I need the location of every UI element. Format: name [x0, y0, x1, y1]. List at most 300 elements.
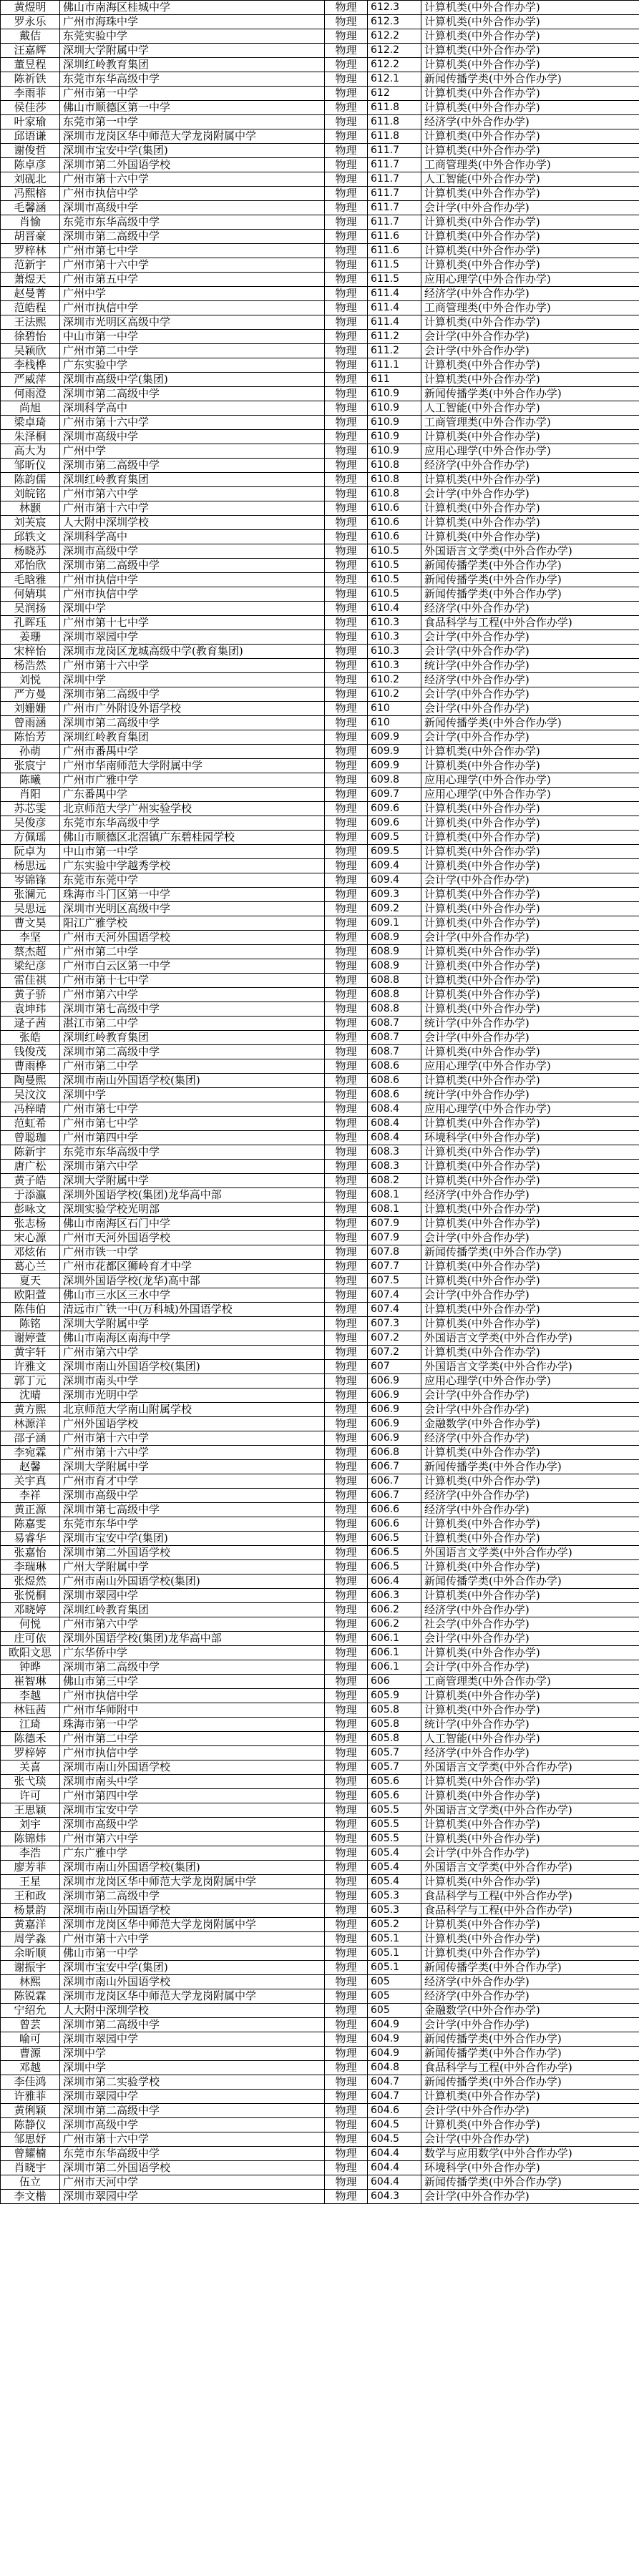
table-row — [1, 1989, 639, 2004]
major-cell: 会计学(中外合作办学) — [421, 344, 639, 358]
school-name-cell: 深圳红岭教育集团 — [60, 730, 325, 745]
score-cell: 611.4 — [368, 301, 421, 315]
table-row — [1, 1818, 639, 1832]
student-name-cell: 李坚 — [1, 931, 60, 945]
major-cell: 计算机类(中外合作办学) — [421, 1775, 639, 1789]
score-cell: 608.1 — [368, 1203, 421, 1217]
major-cell: 会计学(中外合作办学) — [421, 1660, 639, 1675]
table-row — [1, 1102, 639, 1117]
major-cell: 会计学(中外合作办学) — [421, 2190, 639, 2204]
major-cell: 计算机类(中外合作办学) — [421, 129, 639, 144]
major-cell: 计算机类(中外合作办学) — [421, 1932, 639, 1946]
school-name-cell: 深圳市南山外国语学校 — [60, 1904, 325, 1918]
score-cell: 608.3 — [368, 1160, 421, 1174]
subject-cell: 物理 — [325, 430, 368, 444]
table-row — [1, 201, 639, 215]
school-name-cell: 阳江广雅学校 — [60, 916, 325, 931]
school-name-cell: 深圳市第七高级中学 — [60, 1002, 325, 1017]
subject-cell: 物理 — [325, 1946, 368, 1961]
score-cell: 607.7 — [368, 1260, 421, 1274]
student-name-cell: 李雨菲 — [1, 87, 60, 101]
major-cell: 计算机类(中外合作办学) — [421, 1, 639, 15]
subject-cell: 物理 — [325, 1, 368, 15]
score-cell: 611.7 — [368, 215, 421, 230]
subject-cell: 物理 — [325, 1489, 368, 1503]
score-cell: 605.5 — [368, 1832, 421, 1846]
table-row — [1, 1560, 639, 1575]
major-cell: 新闻传播学类(中外合作办学) — [421, 1961, 639, 1975]
score-cell: 612.3 — [368, 1, 421, 15]
major-cell: 计算机类(中外合作办学) — [421, 358, 639, 373]
student-name-cell: 吴思远 — [1, 902, 60, 916]
school-name-cell: 深圳中学 — [60, 2047, 325, 2061]
student-name-cell: 李祥 — [1, 1489, 60, 1503]
student-name-cell: 陈怡芳 — [1, 730, 60, 745]
school-name-cell: 广州市南山外国语学校(集团) — [60, 1575, 325, 1589]
major-cell: 统计学(中外合作办学) — [421, 1017, 639, 1031]
school-name-cell: 深圳科学高中 — [60, 530, 325, 544]
score-cell: 608.8 — [368, 974, 421, 988]
student-name-cell: 王和政 — [1, 1889, 60, 1904]
student-name-cell: 伍立 — [1, 2175, 60, 2190]
school-name-cell: 深圳市翠园中学 — [60, 2190, 325, 2204]
major-cell: 经济学(中外合作办学) — [421, 1603, 639, 1617]
table-row — [1, 745, 639, 759]
table-row — [1, 2190, 639, 2204]
table-row — [1, 15, 639, 29]
table-row — [1, 1389, 639, 1403]
table-row — [1, 358, 639, 373]
student-name-cell: 黄子骄 — [1, 988, 60, 1002]
student-name-cell: 冯熙榕 — [1, 187, 60, 201]
major-cell: 会计学(中外合作办学) — [421, 730, 639, 745]
table-row — [1, 72, 639, 87]
score-cell: 605 — [368, 1989, 421, 2004]
score-cell: 605.9 — [368, 1689, 421, 1703]
major-cell: 会计学(中外合作办学) — [421, 1389, 639, 1403]
subject-cell: 物理 — [325, 1546, 368, 1560]
school-name-cell: 深圳大学附属中学 — [60, 1317, 325, 1331]
student-name-cell: 范皓程 — [1, 301, 60, 315]
school-name-cell: 深圳市南山外国语学校 — [60, 1975, 325, 1989]
table-row — [1, 1718, 639, 1732]
score-cell: 605.4 — [368, 1846, 421, 1861]
score-table-body — [1, 1, 639, 2204]
subject-cell: 物理 — [325, 1059, 368, 1074]
school-name-cell: 广东实验中学 — [60, 358, 325, 373]
table-row — [1, 1803, 639, 1818]
score-cell: 610.3 — [368, 659, 421, 673]
school-name-cell: 广州外国语学校 — [60, 1417, 325, 1431]
score-cell: 605 — [368, 2004, 421, 2018]
table-row — [1, 1603, 639, 1617]
student-name-cell: 邹思妤 — [1, 2132, 60, 2147]
subject-cell: 物理 — [325, 187, 368, 201]
score-cell: 605.8 — [368, 1718, 421, 1732]
student-name-cell: 吴俊彦 — [1, 816, 60, 831]
subject-cell: 物理 — [325, 788, 368, 802]
student-name-cell: 黄子皓 — [1, 1174, 60, 1188]
score-cell: 606.6 — [368, 1517, 421, 1532]
table-row — [1, 916, 639, 931]
subject-cell: 物理 — [325, 2147, 368, 2161]
school-name-cell: 深圳市高级中学 — [60, 430, 325, 444]
student-name-cell: 李栈桦 — [1, 358, 60, 373]
subject-cell: 物理 — [325, 201, 368, 215]
score-cell: 607.9 — [368, 1231, 421, 1245]
score-cell: 608.4 — [368, 1102, 421, 1117]
student-name-cell: 唐广松 — [1, 1160, 60, 1174]
table-row — [1, 1360, 639, 1374]
score-cell: 611.8 — [368, 115, 421, 129]
table-row — [1, 1160, 639, 1174]
student-name-cell: 何雨澄 — [1, 387, 60, 401]
subject-cell: 物理 — [325, 802, 368, 816]
student-name-cell: 罗梓婷 — [1, 1746, 60, 1760]
student-name-cell: 朱泽桐 — [1, 430, 60, 444]
major-cell: 工商管理类(中外合作办学) — [421, 301, 639, 315]
subject-cell: 物理 — [325, 1789, 368, 1803]
table-row — [1, 616, 639, 630]
student-name-cell: 张澜元 — [1, 888, 60, 902]
student-name-cell: 宋梓怡 — [1, 645, 60, 659]
student-name-cell: 邓炫佑 — [1, 1245, 60, 1260]
student-name-cell: 林钰茜 — [1, 1703, 60, 1718]
table-row — [1, 1789, 639, 1803]
score-cell: 609.4 — [368, 859, 421, 873]
student-name-cell: 毛晗雅 — [1, 573, 60, 587]
score-cell: 611.8 — [368, 101, 421, 115]
table-row — [1, 1188, 639, 1203]
major-cell: 计算机类(中外合作办学) — [421, 516, 639, 530]
major-cell: 会计学(中外合作办学) — [421, 1632, 639, 1646]
major-cell: 计算机类(中外合作办学) — [421, 187, 639, 201]
student-name-cell: 钱俊茂 — [1, 1045, 60, 1059]
student-name-cell: 吴润扬 — [1, 602, 60, 616]
student-name-cell: 葛心兰 — [1, 1260, 60, 1274]
student-name-cell: 张皓 — [1, 1031, 60, 1045]
major-cell: 外国语言文学类(中外合作办学) — [421, 1803, 639, 1818]
subject-cell: 物理 — [325, 1889, 368, 1904]
student-name-cell: 赵曼菁 — [1, 287, 60, 301]
score-cell: 610.5 — [368, 559, 421, 573]
score-cell: 605.7 — [368, 1760, 421, 1775]
score-cell: 605.2 — [368, 1918, 421, 1932]
subject-cell: 物理 — [325, 959, 368, 974]
table-row — [1, 1403, 639, 1417]
student-name-cell: 冯梓晴 — [1, 1102, 60, 1117]
student-name-cell: 邱语谦 — [1, 129, 60, 144]
student-name-cell: 李佳鸿 — [1, 2075, 60, 2090]
school-name-cell: 广州市执信中学 — [60, 587, 325, 602]
major-cell: 计算机类(中外合作办学) — [421, 1946, 639, 1961]
major-cell: 计算机类(中外合作办学) — [421, 258, 639, 273]
school-name-cell: 广州中学 — [60, 444, 325, 459]
score-cell: 611.7 — [368, 172, 421, 187]
school-name-cell: 人大附中深圳学校 — [60, 2004, 325, 2018]
school-name-cell: 广州市第十六中学 — [60, 172, 325, 187]
school-name-cell: 深圳大学附属中学 — [60, 1460, 325, 1474]
school-name-cell: 东莞市东华高级中学 — [60, 2147, 325, 2161]
student-name-cell: 蔡杰超 — [1, 945, 60, 959]
school-name-cell: 广州市海珠中学 — [60, 15, 325, 29]
school-name-cell: 广州市华南师范大学附属中学 — [60, 759, 325, 773]
table-row — [1, 859, 639, 873]
score-cell: 610.9 — [368, 416, 421, 430]
student-name-cell: 陈铭 — [1, 1317, 60, 1331]
major-cell: 计算机类(中外合作办学) — [421, 1474, 639, 1489]
subject-cell: 物理 — [325, 2161, 368, 2175]
score-cell: 607.2 — [368, 1346, 421, 1360]
subject-cell: 物理 — [325, 287, 368, 301]
score-cell: 608.6 — [368, 1088, 421, 1102]
major-cell: 环境科学(中外合作办学) — [421, 1131, 639, 1145]
table-row — [1, 29, 639, 44]
major-cell: 计算机类(中外合作办学) — [421, 745, 639, 759]
score-cell: 606.1 — [368, 1632, 421, 1646]
student-name-cell: 尚旭 — [1, 401, 60, 416]
table-row — [1, 1589, 639, 1603]
student-name-cell: 宋心源 — [1, 1231, 60, 1245]
subject-cell: 物理 — [325, 659, 368, 673]
major-cell: 计算机类(中外合作办学) — [421, 101, 639, 115]
table-row — [1, 1703, 639, 1718]
score-cell: 605.4 — [368, 1861, 421, 1875]
school-name-cell: 深圳市第二高级中学 — [60, 1660, 325, 1675]
school-name-cell: 深圳市南头中学 — [60, 1775, 325, 1789]
table-row — [1, 945, 639, 959]
score-cell: 611.7 — [368, 158, 421, 172]
score-cell: 604.9 — [368, 2032, 421, 2047]
student-name-cell: 欧阳萱 — [1, 1288, 60, 1303]
student-name-cell: 邹昕仪 — [1, 459, 60, 473]
school-name-cell: 广东番禺中学 — [60, 788, 325, 802]
score-cell: 605.4 — [368, 1875, 421, 1889]
subject-cell: 物理 — [325, 2175, 368, 2190]
subject-cell: 物理 — [325, 315, 368, 330]
school-name-cell: 深圳中学 — [60, 2061, 325, 2075]
table-row — [1, 459, 639, 473]
student-name-cell: 侯佳莎 — [1, 101, 60, 115]
table-row — [1, 1489, 639, 1503]
student-name-cell: 黄煜明 — [1, 1, 60, 15]
student-name-cell: 肖晓宇 — [1, 2161, 60, 2175]
table-row — [1, 687, 639, 702]
school-name-cell: 深圳市第二外国语学校 — [60, 1546, 325, 1560]
student-name-cell: 陈德禾 — [1, 1732, 60, 1746]
subject-cell: 物理 — [325, 1861, 368, 1875]
student-name-cell: 张宸宁 — [1, 759, 60, 773]
subject-cell: 物理 — [325, 831, 368, 845]
school-name-cell: 广东实验中学越秀学校 — [60, 859, 325, 873]
score-cell: 604.7 — [368, 2075, 421, 2090]
subject-cell: 物理 — [325, 1117, 368, 1131]
school-name-cell: 深圳市高级中学(集团) — [60, 373, 325, 387]
table-row — [1, 759, 639, 773]
score-cell: 606.7 — [368, 1474, 421, 1489]
student-name-cell: 王星 — [1, 1875, 60, 1889]
table-row — [1, 344, 639, 358]
subject-cell: 物理 — [325, 1303, 368, 1317]
table-row — [1, 2118, 639, 2132]
score-cell: 609.8 — [368, 773, 421, 788]
subject-cell: 物理 — [325, 945, 368, 959]
school-name-cell: 深圳市高级中学 — [60, 544, 325, 559]
subject-cell: 物理 — [325, 444, 368, 459]
student-name-cell: 吴汶汶 — [1, 1088, 60, 1102]
subject-cell: 物理 — [325, 1675, 368, 1689]
school-name-cell: 深圳市高级中学 — [60, 201, 325, 215]
student-name-cell: 黄正源 — [1, 1503, 60, 1517]
student-name-cell: 杨浩然 — [1, 659, 60, 673]
subject-cell: 物理 — [325, 1803, 368, 1818]
subject-cell: 物理 — [325, 258, 368, 273]
school-name-cell: 深圳市第二外国语学校 — [60, 158, 325, 172]
school-name-cell: 珠海市斗门区第一中学 — [60, 888, 325, 902]
table-row — [1, 2061, 639, 2075]
subject-cell: 物理 — [325, 1818, 368, 1832]
table-row — [1, 2018, 639, 2032]
table-row — [1, 974, 639, 988]
score-cell: 606.5 — [368, 1546, 421, 1560]
student-name-cell: 何悦 — [1, 1617, 60, 1632]
school-name-cell: 深圳中学 — [60, 602, 325, 616]
table-row — [1, 1217, 639, 1231]
score-cell: 607.8 — [368, 1245, 421, 1260]
school-name-cell: 中山市第一中学 — [60, 845, 325, 859]
subject-cell: 物理 — [325, 144, 368, 158]
major-cell: 外国语言文学类(中外合作办学) — [421, 544, 639, 559]
score-cell: 606.4 — [368, 1575, 421, 1589]
score-cell: 611.1 — [368, 358, 421, 373]
score-cell: 609.3 — [368, 888, 421, 902]
table-row — [1, 1904, 639, 1918]
table-row — [1, 315, 639, 330]
school-name-cell: 深圳市翠园中学 — [60, 2032, 325, 2047]
major-cell: 计算机类(中外合作办学) — [421, 530, 639, 544]
student-name-cell: 曾雨涵 — [1, 716, 60, 730]
major-cell: 环境科学(中外合作办学) — [421, 2161, 639, 2175]
table-row — [1, 559, 639, 573]
table-row — [1, 1331, 639, 1346]
school-name-cell: 佛山市南海区南海中学 — [60, 1331, 325, 1346]
student-name-cell: 陈祈铁 — [1, 72, 60, 87]
subject-cell: 物理 — [325, 1217, 368, 1231]
subject-cell: 物理 — [325, 301, 368, 315]
major-cell: 经济学(中外合作办学) — [421, 602, 639, 616]
table-row — [1, 1088, 639, 1102]
subject-cell: 物理 — [325, 1832, 368, 1846]
major-cell: 会计学(中外合作办学) — [421, 2018, 639, 2032]
school-name-cell: 广州市第二中学 — [60, 344, 325, 358]
table-row — [1, 1045, 639, 1059]
major-cell: 计算机类(中外合作办学) — [421, 373, 639, 387]
table-row — [1, 2175, 639, 2190]
school-name-cell: 深圳市光明中学 — [60, 1389, 325, 1403]
score-cell: 604.6 — [368, 2104, 421, 2118]
score-cell: 606.1 — [368, 1660, 421, 1675]
table-row — [1, 673, 639, 687]
score-cell: 611.4 — [368, 315, 421, 330]
score-cell: 606.7 — [368, 1460, 421, 1474]
table-row — [1, 1889, 639, 1904]
subject-cell: 物理 — [325, 1160, 368, 1174]
table-row — [1, 1346, 639, 1360]
table-row — [1, 373, 639, 387]
subject-cell: 物理 — [325, 1932, 368, 1946]
major-cell: 计算机类(中外合作办学) — [421, 2090, 639, 2104]
subject-cell: 物理 — [325, 101, 368, 115]
major-cell: 计算机类(中外合作办学) — [421, 1346, 639, 1360]
table-row — [1, 2147, 639, 2161]
score-cell: 605 — [368, 1975, 421, 1989]
major-cell: 计算机类(中外合作办学) — [421, 1646, 639, 1660]
major-cell: 计算机类(中外合作办学) — [421, 15, 639, 29]
score-cell: 610.3 — [368, 630, 421, 645]
score-cell: 605.8 — [368, 1703, 421, 1718]
table-row — [1, 1017, 639, 1031]
major-cell: 新闻传播学类(中外合作办学) — [421, 72, 639, 87]
table-row — [1, 1532, 639, 1546]
subject-cell: 物理 — [325, 745, 368, 759]
subject-cell: 物理 — [325, 1760, 368, 1775]
table-row — [1, 1646, 639, 1660]
student-name-cell: 宁绍允 — [1, 2004, 60, 2018]
major-cell: 工商管理类(中外合作办学) — [421, 1675, 639, 1689]
subject-cell: 物理 — [325, 1245, 368, 1260]
subject-cell: 物理 — [325, 873, 368, 888]
score-cell: 610.2 — [368, 687, 421, 702]
student-name-cell: 刘姗姗 — [1, 702, 60, 716]
table-row — [1, 716, 639, 730]
school-name-cell: 佛山市南海区石门中学 — [60, 1217, 325, 1231]
student-name-cell: 易睿华 — [1, 1532, 60, 1546]
table-row — [1, 172, 639, 187]
subject-cell: 物理 — [325, 1031, 368, 1045]
score-cell: 610.6 — [368, 516, 421, 530]
score-cell: 605.5 — [368, 1818, 421, 1832]
score-cell: 610.9 — [368, 401, 421, 416]
major-cell: 外国语言文学类(中外合作办学) — [421, 1360, 639, 1374]
student-name-cell: 曹文昊 — [1, 916, 60, 931]
student-name-cell: 李越 — [1, 1689, 60, 1703]
subject-cell: 物理 — [325, 702, 368, 716]
student-name-cell: 刘芙宸 — [1, 516, 60, 530]
score-cell: 606.6 — [368, 1503, 421, 1517]
subject-cell: 物理 — [325, 1331, 368, 1346]
score-cell: 608.7 — [368, 1045, 421, 1059]
school-name-cell: 广州市第六中学 — [60, 487, 325, 501]
major-cell: 计算机类(中外合作办学) — [421, 1918, 639, 1932]
major-cell: 计算机类(中外合作办学) — [421, 58, 639, 72]
student-name-cell: 刘砚北 — [1, 172, 60, 187]
table-row — [1, 487, 639, 501]
school-name-cell: 广州市第六中学 — [60, 1346, 325, 1360]
student-name-cell: 王思颖 — [1, 1803, 60, 1818]
score-cell: 609.9 — [368, 759, 421, 773]
school-name-cell: 深圳大学附属中学 — [60, 44, 325, 58]
major-cell: 计算机类(中外合作办学) — [421, 1689, 639, 1703]
score-cell: 608.9 — [368, 931, 421, 945]
subject-cell: 物理 — [325, 473, 368, 487]
school-name-cell: 佛山市第一中学 — [60, 1946, 325, 1961]
table-row — [1, 1145, 639, 1160]
table-row — [1, 87, 639, 101]
subject-cell: 物理 — [325, 172, 368, 187]
table-row — [1, 1117, 639, 1131]
major-cell: 食品科学与工程(中外合作办学) — [421, 2061, 639, 2075]
score-cell: 610.8 — [368, 487, 421, 501]
